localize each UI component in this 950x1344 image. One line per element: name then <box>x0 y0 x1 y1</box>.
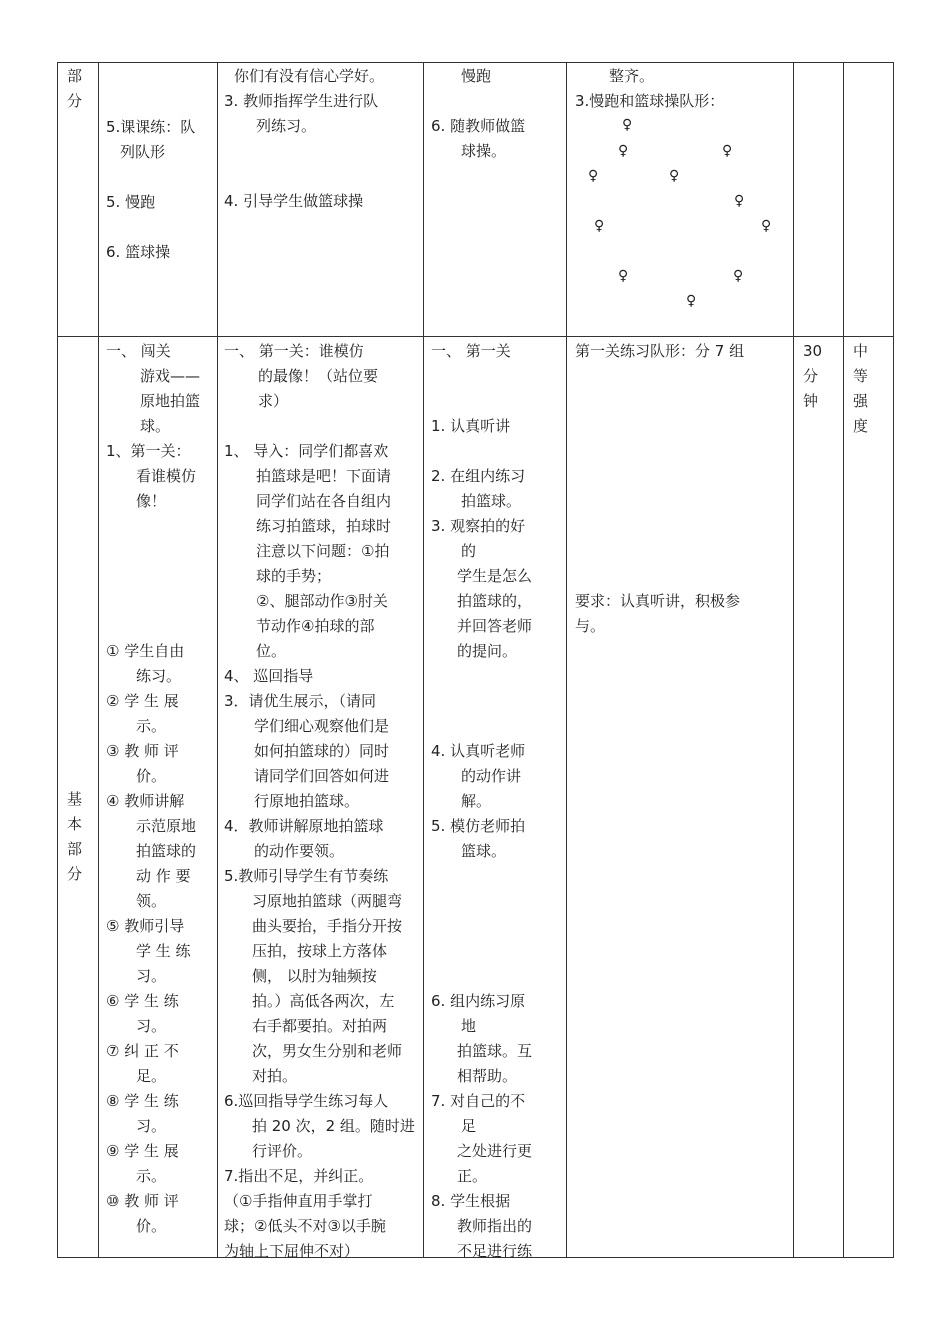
teacher-line: 对拍。 <box>252 1067 298 1085</box>
top-content-cell <box>106 115 214 265</box>
content-line: 价。 <box>136 1217 167 1235</box>
content-line: 游戏—— <box>140 367 201 385</box>
teacher-line: 如何拍篮球的）同时 <box>254 742 390 760</box>
content-line: ④ 教师讲解 <box>106 792 185 810</box>
student-line: 一、 第一关 <box>431 342 511 360</box>
teacher-line: 右手都要拍。对拍两 <box>252 1017 388 1035</box>
section-char: 本 <box>67 815 83 833</box>
content-line: 拍篮球的 <box>136 842 197 860</box>
org-line: 与。 <box>575 617 606 635</box>
teacher-line: 行评价。 <box>252 1142 313 1160</box>
org-line: 整齐。 <box>609 67 655 85</box>
time-cell <box>803 339 833 414</box>
content-line: 示。 <box>136 717 167 735</box>
content-line: ② 学 生 展 <box>106 692 179 710</box>
time-unit: 钟 <box>803 392 819 410</box>
content-line: ⑨ 学 生 展 <box>106 1142 179 1160</box>
content-line: 学 生 练 <box>136 942 191 960</box>
top-student-cell <box>431 64 563 164</box>
teacher-line: 的最像！（站位要 <box>258 367 379 385</box>
student-symbol: ♀ <box>594 218 605 234</box>
teacher-line: 4、 巡回指导 <box>224 667 314 685</box>
teacher-line: 同学们站在各自组内 <box>256 492 392 510</box>
student-line: 之处进行更 <box>457 1142 533 1160</box>
table-top-border <box>57 62 893 63</box>
student-symbol: ♀ <box>622 117 633 133</box>
content-line: 看谁模仿 <box>136 467 197 485</box>
content-line: 动 作 要 <box>136 867 191 885</box>
content-line: 示。 <box>136 1167 167 1185</box>
col-line <box>57 62 58 1258</box>
student-line: 的提问。 <box>457 642 518 660</box>
student-line: 2. 在组内练习 <box>431 467 526 485</box>
teacher-line: 的动作要领。 <box>254 842 345 860</box>
teacher-line: 曲头要抬，手指分开按 <box>252 917 403 935</box>
section-label-basic <box>67 787 85 887</box>
student-line: 4. 认真听老师 <box>431 742 526 760</box>
student-line: 解。 <box>461 792 492 810</box>
section-char: 分 <box>67 92 83 110</box>
teacher-line: 压拍，按球上方落体 <box>252 942 388 960</box>
student-symbol: ♀ <box>733 268 744 284</box>
content-line: 5. 慢跑 <box>106 193 156 211</box>
teacher-line: 为轴上下屈伸不对） <box>224 1242 360 1260</box>
content-line: 练习。 <box>136 667 182 685</box>
col-line <box>217 62 218 1258</box>
student-line: 6. 组内练习原 <box>431 992 526 1010</box>
basic-org-cell <box>575 339 791 639</box>
col-line <box>566 62 567 1258</box>
student-line: 拍篮球。 <box>461 492 522 510</box>
student-line: 地 <box>461 1017 477 1035</box>
teacher-line: 位。 <box>256 642 287 660</box>
section-label-top <box>67 64 85 114</box>
student-line: 6. 随教师做篮 <box>431 117 526 135</box>
teacher-line: 行原地拍篮球。 <box>254 792 360 810</box>
col-line <box>98 62 99 1258</box>
student-line: 3. 观察拍的好 <box>431 517 526 535</box>
student-symbol: ♀ <box>669 168 680 184</box>
student-line: 的动作讲 <box>461 767 522 785</box>
teacher-line: 你们有没有信心学好。 <box>234 67 385 85</box>
teacher-line: 拍 20 次，2 组。随时进 <box>252 1117 415 1135</box>
intensity-char: 强 <box>853 392 869 410</box>
student-symbol: ♀ <box>588 168 599 184</box>
col-line <box>843 62 844 1258</box>
teacher-line: 球的手势； <box>256 567 332 585</box>
col-line <box>893 62 894 1258</box>
student-line: 慢跑 <box>461 67 492 85</box>
student-symbol: ♀ <box>734 193 745 209</box>
teacher-line: 球；②低头不对③以手腕 <box>224 1217 386 1235</box>
teacher-line: 4．教师讲解原地拍篮球 <box>224 817 384 835</box>
teacher-line: 请同学们回答如何进 <box>254 767 390 785</box>
content-line: 6. 篮球操 <box>106 243 171 261</box>
teacher-line: 练习拍篮球，拍球时 <box>256 517 392 535</box>
teacher-line: 4. 引导学生做篮球操 <box>224 192 364 210</box>
content-line: ⑧ 学 生 练 <box>106 1092 179 1110</box>
content-line: ⑤ 教师引导 <box>106 917 185 935</box>
student-line: 不足进行练 <box>457 1242 533 1260</box>
teacher-line: 1、 导入：同学们都喜欢 <box>224 442 389 460</box>
content-line: 球。 <box>140 417 171 435</box>
basic-student-cell <box>431 339 564 1264</box>
section-char: 基 <box>67 790 83 808</box>
col-line <box>793 62 794 1258</box>
student-line: 教师指出的 <box>457 1217 533 1235</box>
teacher-line: 3. 教师指挥学生进行队 <box>224 92 379 110</box>
student-symbol: ♀ <box>618 268 629 284</box>
content-line: ③ 教 师 评 <box>106 742 179 760</box>
student-line: 球操。 <box>461 142 507 160</box>
content-line: 足。 <box>136 1067 167 1085</box>
student-symbol: ♀ <box>722 143 733 159</box>
student-line: 篮球。 <box>461 842 507 860</box>
student-symbol: ♀ <box>686 293 697 309</box>
teacher-line: （①手指伸直用手掌打 <box>224 1192 373 1210</box>
teacher-line: 次，男女生分别和老师 <box>252 1042 403 1060</box>
content-line: 价。 <box>136 767 167 785</box>
top-teacher-cell <box>224 64 420 214</box>
time-unit: 分 <box>803 367 819 385</box>
teacher-line: 7.指出不足，并纠正。 <box>224 1167 374 1185</box>
row-divider <box>57 336 893 337</box>
intensity-char: 中 <box>853 342 869 360</box>
content-line: ① 学生自由 <box>106 642 185 660</box>
content-line: 习。 <box>136 1117 167 1135</box>
top-org-cell <box>575 64 791 114</box>
student-line: 相帮助。 <box>457 1067 518 1085</box>
teacher-line: 注意以下问题：①拍 <box>256 542 390 560</box>
content-line: 1、第一关： <box>106 442 191 460</box>
intensity-cell <box>853 339 871 439</box>
student-line: 拍篮球的， <box>457 592 533 610</box>
content-line: 5.课课练：队 <box>106 118 196 136</box>
student-line: 1. 认真听讲 <box>431 417 511 435</box>
intensity-char: 等 <box>853 367 869 385</box>
content-line: ⑩ 教 师 评 <box>106 1192 179 1210</box>
org-line: 要求：认真听讲，积极参 <box>575 592 741 610</box>
teacher-line: 学们细心观察他们是 <box>254 717 390 735</box>
teacher-line: 习原地拍篮球（两腿弯 <box>252 892 403 910</box>
content-line: ⑥ 学 生 练 <box>106 992 179 1010</box>
student-line: 的 <box>461 542 477 560</box>
intensity-char: 度 <box>853 417 869 435</box>
teacher-line: 6.巡回指导学生练习每人 <box>224 1092 389 1110</box>
student-line: 7. 对自己的不 <box>431 1092 526 1110</box>
teacher-line: 求） <box>258 392 289 410</box>
teacher-line: 3．请优生展示，（请同 <box>224 692 377 710</box>
teacher-line: 拍。）高低各两次，左 <box>252 992 395 1010</box>
teacher-line: 拍篮球是吧！下面请 <box>256 467 392 485</box>
content-line: 像！ <box>136 492 167 510</box>
section-char: 部 <box>67 67 83 85</box>
student-line: 并回答老师 <box>457 617 533 635</box>
content-line: 示范原地 <box>136 817 197 835</box>
section-char: 部 <box>67 840 83 858</box>
teacher-line: 列练习。 <box>256 117 317 135</box>
teacher-line: 侧， 以肘为轴频按 <box>252 967 377 985</box>
student-line: 足 <box>461 1117 477 1135</box>
col-line <box>423 62 424 1258</box>
content-line: 习。 <box>136 1017 167 1035</box>
content-line: 一、 闯关 <box>106 342 171 360</box>
student-symbol: ♀ <box>618 143 629 159</box>
content-line: 领。 <box>136 892 167 910</box>
section-char: 分 <box>67 865 83 883</box>
student-line: 正。 <box>457 1167 488 1185</box>
content-line: 习。 <box>136 967 167 985</box>
content-line: 列队形 <box>120 143 166 161</box>
student-symbol: ♀ <box>761 218 772 234</box>
student-line: 拍篮球。互 <box>457 1042 533 1060</box>
student-line: 8. 学生根据 <box>431 1192 511 1210</box>
content-line: 原地拍篮 <box>140 392 201 410</box>
teacher-line: 一、 第一关：谁模仿 <box>224 342 364 360</box>
basic-content-cell <box>106 339 214 1239</box>
org-line: 第一关练习队形：分 7 组 <box>575 342 745 360</box>
student-line: 5. 模仿老师拍 <box>431 817 526 835</box>
content-line: ⑦ 纠 正 不 <box>106 1042 179 1060</box>
student-line: 学生是怎么 <box>457 567 533 585</box>
time-value: 30 <box>803 342 823 360</box>
org-line: 3.慢跑和篮球操队形： <box>575 92 725 110</box>
basic-teacher-cell <box>224 339 421 1264</box>
teacher-line: 5.教师引导学生有节奏练 <box>224 867 389 885</box>
teacher-line: 节动作④拍球的部 <box>256 617 375 635</box>
teacher-line: ②、腿部动作③肘关 <box>256 592 388 610</box>
